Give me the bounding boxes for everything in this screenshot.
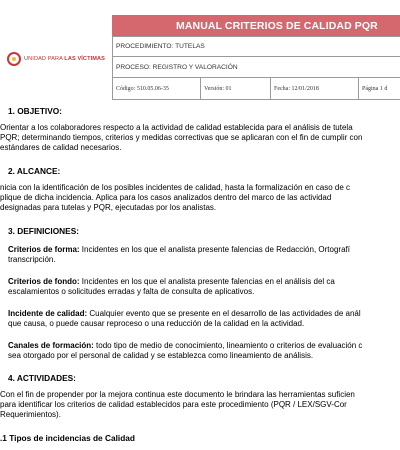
- definition-forma: [8, 245, 350, 255]
- actividades-line: para identificar los criterios de calidad establecidos para este procedimiento (PQR / LEX/SGV-Cor: [0, 400, 347, 409]
- definition-text: Cualquier evento que se presente en el desarrollo de las actividades de anál: [87, 309, 361, 318]
- objetivo-line: estándares de calidad necesarios.: [0, 143, 122, 152]
- document-date: Fecha: 12/01/2018: [274, 85, 319, 92]
- logo-text-strong: LAS VÍCTIMAS: [64, 55, 105, 62]
- alcance-line: plique de dicha incidencia. Aplica para los casos analizados dentro del marco de las actividad: [0, 193, 332, 202]
- meta-divider: [358, 78, 359, 99]
- unidad-victimas-logo: [7, 52, 105, 66]
- definition-forma-cont: transcripción.: [8, 255, 56, 264]
- definition-incidente: [8, 309, 361, 319]
- definition-text: todo tipo de medio de conocimiento, lineamiento o criterios de evaluación c: [93, 341, 363, 350]
- document-header: [0, 15, 400, 100]
- definition-fondo-cont: escalamientos o solicitudes erradas y falta de consulta de aplicativos.: [8, 287, 255, 296]
- process-row: [112, 57, 400, 78]
- definition-canales: [8, 341, 362, 351]
- section-alcance-heading: 2. ALCANCE:: [8, 166, 61, 176]
- objetivo-line: PQR; determinando tiempos, criterios y medidas correctivas que se aplicaran con el fin de cumplir con: [0, 133, 363, 142]
- definition-fondo: [8, 277, 335, 287]
- meta-divider: [200, 78, 201, 99]
- definition-text: Incidentes en los que el analista presente falencias en el análisis del ca: [79, 277, 335, 286]
- meta-divider: [270, 78, 271, 99]
- logo-text-prefix: UNIDAD PARA: [24, 55, 63, 62]
- alcance-line: designadas para tutelas y PQR, ejecutadas por los analistas.: [0, 203, 217, 212]
- subsection-tipos-heading: .1 Tipos de incidencias de Calidad: [0, 433, 135, 443]
- definition-term: Incidente de calidad:: [8, 309, 88, 318]
- section-objetivo-heading: 1. OBJETIVO:: [8, 106, 62, 116]
- document-code: Código: 510.05.06-35: [116, 85, 169, 92]
- manual-title-bar: [112, 15, 400, 36]
- definition-canales-cont: sea otorgado por el personal de calidad y se establezca como lineamiento de análisis.: [8, 351, 314, 360]
- definition-term: Criterios de fondo:: [8, 277, 80, 286]
- alcance-line: nicia con la identificación de los posibles incidentes de calidad, hasta la formalización en caso de c: [0, 183, 350, 192]
- section-definiciones-heading: 3. DEFINICIONES:: [8, 226, 79, 236]
- section-actividades-heading: 4. ACTIVIDADES:: [8, 373, 76, 383]
- actividades-line: Requerimientos).: [0, 410, 61, 419]
- seal-icon: [7, 52, 21, 66]
- document-meta-row: [112, 78, 400, 100]
- document-version: Versión: 01: [204, 85, 232, 92]
- definition-term: Criterios de forma:: [8, 245, 80, 254]
- definition-text: Incidentes en los que el analista presente falencias de Redacción, Ortografí: [79, 245, 350, 254]
- process-label: PROCESO: REGISTRO Y VALORACIÓN: [116, 63, 238, 71]
- procedure-label: PROCEDIMIENTO: TUTELAS: [116, 43, 205, 50]
- objetivo-line: Orientar a los colaboradores respecto a la actividad de calidad establecida para el análisis de tutela: [0, 123, 353, 132]
- logo-cell: [0, 15, 113, 100]
- page-number: Página 1 d: [362, 85, 388, 92]
- logo-text: [24, 56, 105, 62]
- manual-title: MANUAL CRITERIOS DE CALIDAD PQR: [176, 19, 378, 32]
- definition-term: Canales de formación:: [8, 341, 94, 350]
- procedure-row: [112, 36, 400, 57]
- definition-incidente-cont: que causa, o puede causar reproceso o una reducción de la calidad en la actividad.: [8, 319, 305, 328]
- actividades-line: Con el fin de propender por la mejora continua este documento le brindara las herramientas suficien: [0, 390, 355, 399]
